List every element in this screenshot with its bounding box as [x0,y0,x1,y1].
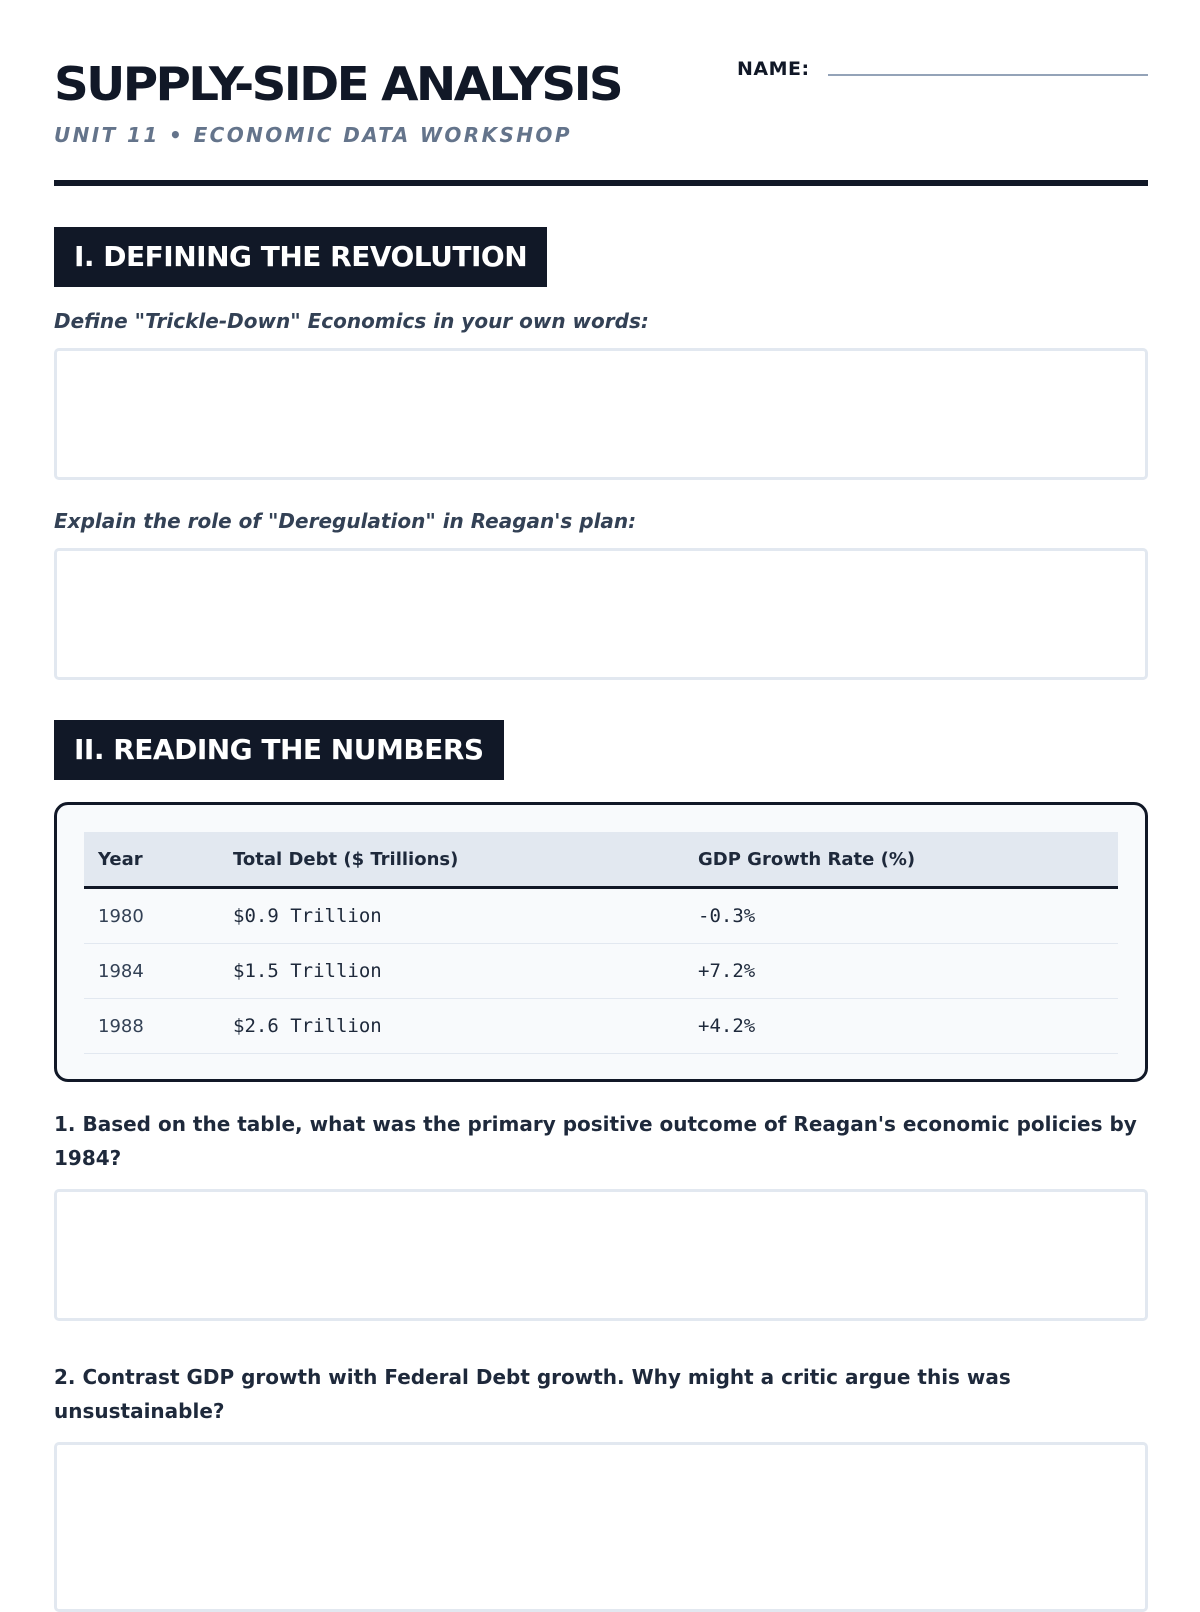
table-header-row [84,832,1118,888]
prompt-trickle-down: Define "Trickle-Down" Economics in your own words: [54,309,649,333]
page-subtitle: UNIT 11 • ECONOMIC DATA WORKSHOP [54,123,572,147]
page-title: SUPPLY-SIDE ANALYSIS [54,57,622,111]
answer-box-question-1[interactable] [54,1189,1148,1321]
table-row [84,944,1118,999]
cell-debt: $1.5 Trillion [219,944,684,999]
table-row [84,888,1118,944]
cell-gdp: -0.3% [684,888,1118,944]
worksheet-header [54,0,1148,188]
worksheet-page [54,0,1148,1423]
prompt-deregulation: Explain the role of "Deregulation" in Reagan's plan: [54,509,637,533]
column-header-debt: Total Debt ($ Trillions) [219,832,684,888]
table-row [84,999,1118,1054]
economic-data-table [84,832,1118,1054]
answer-box-trickle-down[interactable] [54,348,1148,480]
name-label: NAME: [737,58,810,80]
cell-year: 1984 [84,944,219,999]
question-2: 2. Contrast GDP growth with Federal Debt growth. Why might a critic argue this was unsustainable? [54,1365,1011,1423]
column-header-gdp: GDP Growth Rate (%) [684,832,1118,888]
question-1: 1. Based on the table, what was the primary positive outcome of Reagan's economic policies by 1984? [54,1112,1137,1170]
cell-debt: $2.6 Trillion [219,999,684,1054]
cell-year: 1988 [84,999,219,1054]
header-divider [54,180,1148,186]
cell-debt: $0.9 Trillion [219,888,684,944]
cell-gdp: +7.2% [684,944,1118,999]
cell-gdp: +4.2% [684,999,1118,1054]
answer-box-question-2[interactable] [54,1442,1148,1612]
data-table-card [54,802,1148,1082]
column-header-year: Year [84,832,219,888]
name-field[interactable] [828,74,1148,76]
answer-box-deregulation[interactable] [54,548,1148,680]
section-heading-numbers: II. READING THE NUMBERS [54,720,504,780]
section-heading-defining: I. DEFINING THE REVOLUTION [54,227,547,287]
cell-year: 1980 [84,888,219,944]
